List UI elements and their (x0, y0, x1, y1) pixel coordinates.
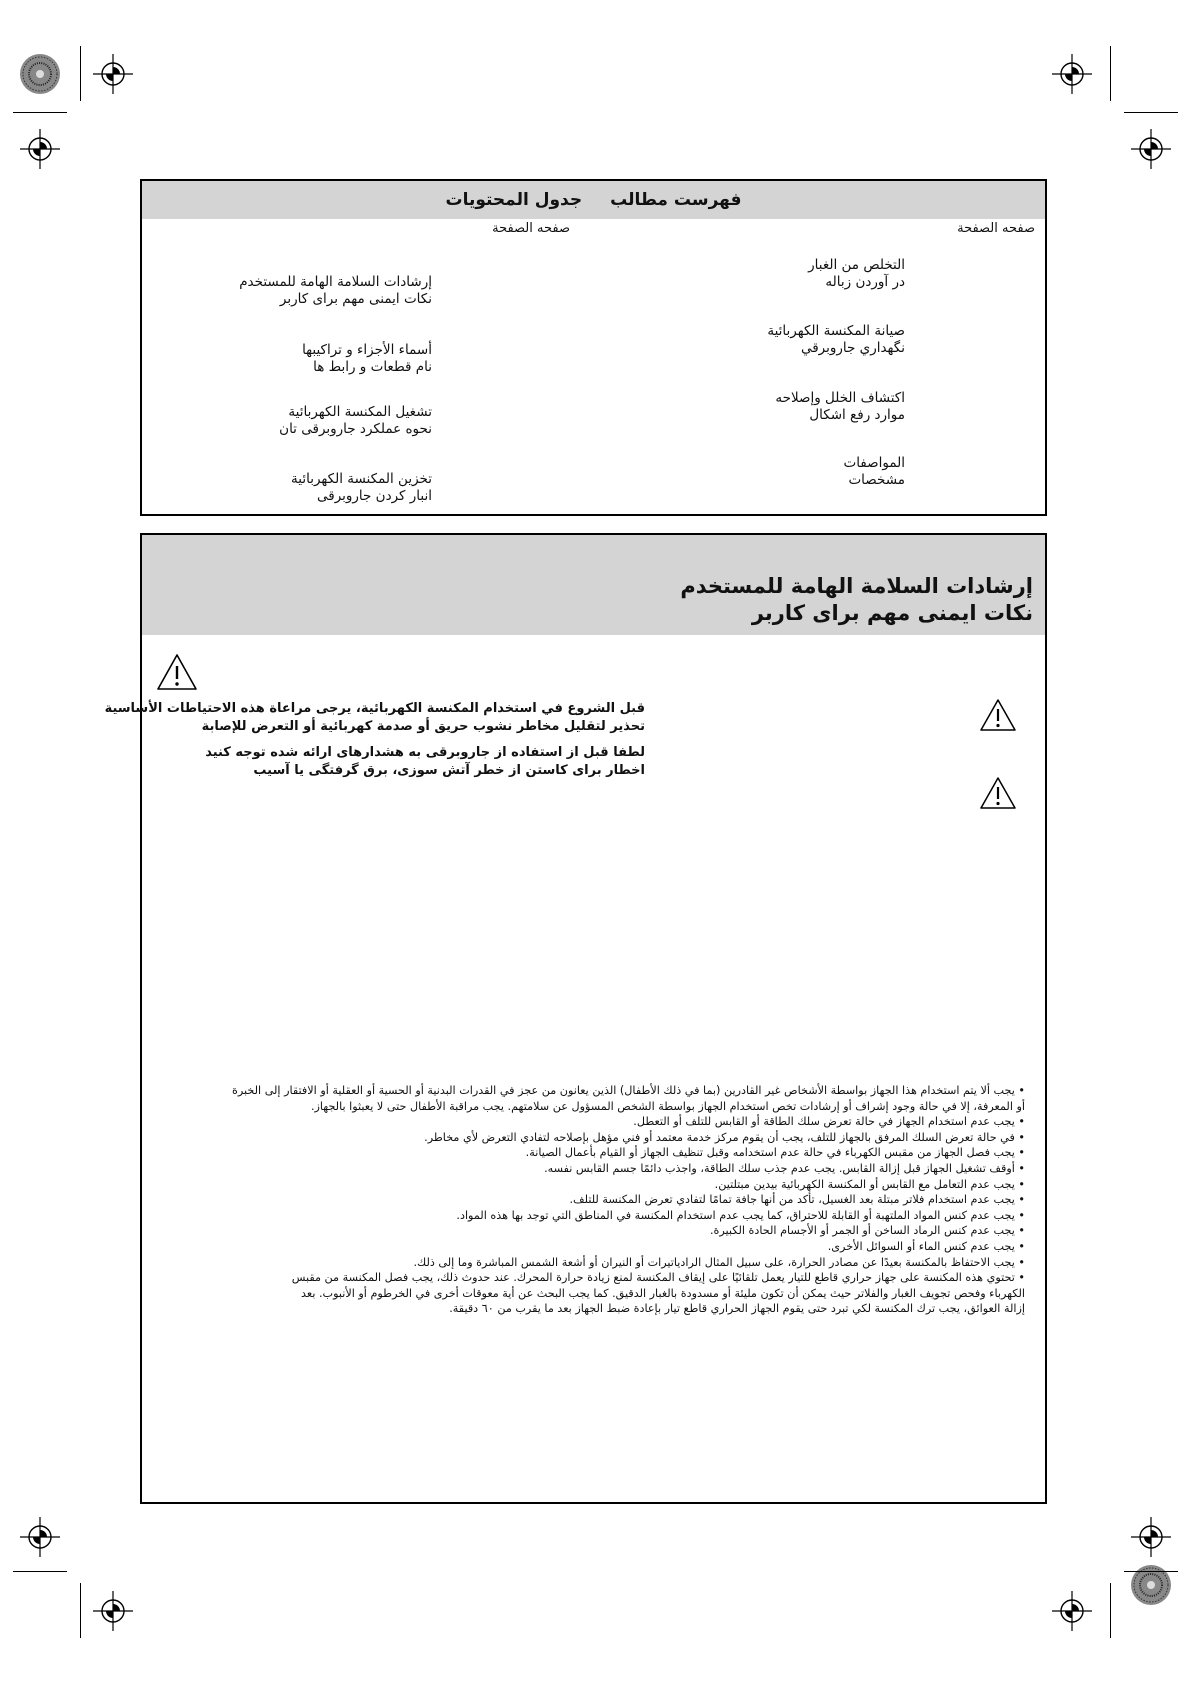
crop-line (1110, 46, 1111, 101)
page-column-label-right: صفحه الصفحة (957, 221, 1035, 236)
toc-entry-ar: التخلص من الغبار (808, 257, 905, 273)
safety-title-fa: نکات ایمنی مهم برای کاربر (751, 601, 1033, 625)
toc-entry-operation[interactable] (279, 404, 432, 438)
list-item: • يجب فصل الجهاز من مقبس الكهرباء في حالة عدم استخدامه وقبل تنظيف الجهاز أو القيام بأعمال الصيانة. (525, 1146, 1025, 1160)
toc-entry-storage[interactable] (291, 471, 432, 505)
toc-entry-ar: المواصفات (843, 455, 905, 471)
safety-title (680, 573, 1033, 627)
toc-entry-ar: إرشادات السلامة الهامة للمستخدم (239, 274, 432, 290)
table-of-contents (140, 179, 1047, 516)
toc-entry-fa: نام قطعات و رابط ها (313, 359, 432, 375)
toc-title-fa: فهرست مطالب (610, 190, 742, 210)
toc-entry-parts[interactable] (302, 342, 432, 376)
list-item: • يجب عدم كنس الماء أو السوائل الأخرى. (827, 1239, 1025, 1253)
crop-line (80, 1583, 81, 1638)
crop-line (13, 1571, 67, 1572)
toc-entry-fa: انبار کردن جاروبرقی (316, 488, 432, 504)
toc-entry-ar: اكتشاف الخلل وإصلاحه (775, 390, 905, 406)
list-item: • يجب الاحتفاظ بالمكنسة بعيدًا عن مصادر الحرارة، على سبيل المثال الرادياتيرات أو النيران أو أشعة الشمس المباشرة وما إلى ذلك. (413, 1255, 1025, 1269)
list-item: • تحتوي هذه المكنسة على جهاز حراري قاطع للتيار يعمل تلقائيًا على إيقاف المكنسة لمنع زيادة حرارة المحرك. عند حدوث ذلك، يجب فصل المكنسة من مقبس (291, 1271, 1025, 1285)
registration-mark-icon (1052, 1591, 1092, 1631)
toc-entry-ar: صيانة المكنسة الكهربائية (767, 323, 905, 339)
list-item: إزالة العوائق، يجب ترك المكنسة لكي تبرد حتى يقوم الجهاز الحراري قاطع تيار بإعادة ضبط الجهاز بعد ما يقرب من ٦٠ دقيقة. (449, 1302, 1025, 1316)
list-item: • يجب عدم كنس الرماد الساخن أو الجمر أو الأجسام الحادة الكبيرة. (709, 1224, 1025, 1238)
list-item: • في حالة تعرض السلك المرفق بالجهاز للتلف، يجب أن يقوم مركز خدمة معتمد أو فني مؤهل بإصلاحه لتفادي التعرض لأي مخاطر. (424, 1130, 1025, 1144)
list-item: أو المعرفة، إلا في حالة وجود إشراف أو إرشادات تخص استخدام الجهاز بواسطة الشخص المسؤول عن سلامتهم. يجب مراقبة الأطفال حتى لا يعبثوا بالجهاز. (310, 1099, 1025, 1113)
crop-line (1110, 1583, 1111, 1638)
list-item: • يجب عدم استخدام الجهاز في حالة تعرض سلك الطاقة أو القابس للتلف أو التعطل. (633, 1115, 1025, 1129)
warning-triangle-icon (156, 653, 198, 691)
toc-entry-safety[interactable] (239, 274, 432, 308)
safety-instructions-section (104, 533, 1047, 1504)
toc-entry-fa: نکات ایمنی مهم برای کاربر (279, 291, 432, 307)
toc-entry-fa: در آوردن زباله (825, 274, 905, 290)
toc-header (142, 181, 1045, 219)
toc-entry-ar: تشغيل المكنسة الكهربائية (288, 404, 432, 420)
toc-entry-troubleshooting[interactable] (775, 390, 905, 424)
toc-entry-dust[interactable] (808, 257, 905, 291)
page-column-label-left: صفحه الصفحة (492, 221, 570, 236)
registration-mark-icon (1131, 129, 1171, 169)
toc-entry-fa: نگهداري جاروبرقي (800, 340, 905, 356)
registration-mark-icon (1052, 54, 1092, 94)
toc-title-ar: جدول المحتويات (445, 190, 583, 210)
crop-line (1124, 1571, 1178, 1572)
list-item: الكهرباء وفحص تجويف الغبار والفلاتر حيث يمكن أن تكون مليئة أو مسدودة بالغبار الدقيق. كما يجب البحث عن أية معوقات أخرى في الخرطوم أو الأنبوب. بعد (301, 1286, 1025, 1300)
registration-mark-icon (93, 1591, 133, 1631)
crop-line (80, 46, 81, 101)
toc-entry-fa: مشخصات (848, 472, 905, 488)
list-item: • يجب عدم التعامل مع القابس أو المكنسة الكهربائية بيدين مبتلتين. (714, 1177, 1025, 1191)
registration-mark-icon (1131, 1517, 1171, 1557)
color-rosette-icon (19, 53, 61, 95)
list-item: • يجب عدم كنس المواد الملتهبة أو القابلة للاحتراق، كما يجب عدم استخدام المكنسة في المناطق التي توجد بها هذه المواد. (456, 1208, 1025, 1222)
toc-entry-fa: نحوه عملکرد جاروبرقی تان (279, 421, 432, 437)
crop-line (13, 112, 67, 113)
registration-mark-icon (93, 54, 133, 94)
toc-entry-maintenance[interactable] (767, 323, 905, 357)
list-item: • يجب عدم استخدام فلاتر مبتلة بعد الغسيل، تأكد من أنها جافة تمامًا لتفادي تعرض المكنسة للتلف. (569, 1193, 1025, 1207)
safety-bullet-list (165, 1083, 1025, 1317)
warning-triangle-icon (979, 698, 1017, 732)
toc-entry-specifications[interactable] (843, 455, 905, 489)
toc-entry-ar: تخزين المكنسة الكهربائية (291, 471, 432, 487)
registration-mark-icon (20, 1517, 60, 1557)
registration-mark-icon (20, 129, 60, 169)
warning-text-fa: لطفا قبل از استفاده از جاروبرقی به هشدارهای ارائه شده توجه كنيد اخطار برای كاستن از خطر آتش سوزی، برق گرفتگی يا آسيب (205, 745, 645, 778)
safety-header (142, 535, 1045, 635)
warning-triangle-icon (979, 776, 1017, 810)
list-item: • أوقف تشغيل الجهاز قبل إزالة القابس. يجب عدم جذب سلك الطاقة، واجذب دائمًا جسم القابس نفسه. (544, 1161, 1025, 1175)
list-item: • يجب ألا يتم استخدام هذا الجهاز بواسطة الأشخاص غير القادرين (بما في ذلك الأطفال) الذين يعانون من عجز في القدرات البدنية أو الحسية أو العقلية أو الافتقار إلى الخبرة (231, 1084, 1025, 1097)
warning-text-ar: قبل الشروع في استخدام المكنسة الكهربائية، يرجى مراعاة هذه الاحتياطات الأساسية تحذير لتقليل مخاطر نشوب حريق أو صدمة كهربائية أو التعرض للإصابة (104, 701, 645, 734)
safety-title-ar: إرشادات السلامة الهامة للمستخدم (680, 574, 1033, 598)
crop-line (1124, 112, 1178, 113)
toc-entry-fa: موارد رفع اشكال (809, 407, 905, 423)
toc-entry-ar: أسماء الأجزاء و تراكيبها (302, 342, 432, 358)
